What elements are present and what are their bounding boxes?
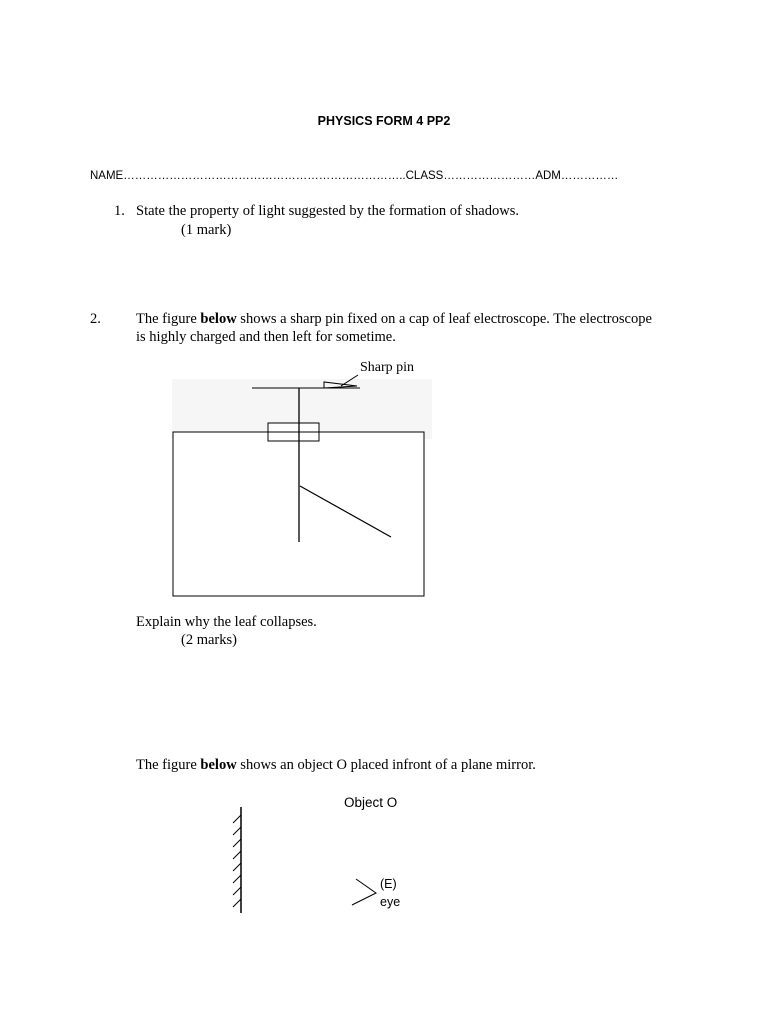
name-class-adm-line: NAME………………………………………………………………..CLASS……………………ADM…………… [90, 170, 619, 182]
mirror-hatching [233, 815, 241, 907]
q2-text-post: shows a sharp pin fixed on a cap of leaf electroscope. The electroscope [236, 311, 652, 327]
object-o-label: Object O [344, 795, 398, 810]
electroscope-figure [160, 355, 450, 605]
q3-text-pre: The figure [136, 757, 201, 773]
q2-number: 2. [90, 311, 101, 327]
q2-text-pre: The figure [136, 311, 201, 327]
q3-text-post: shows an object O placed infront of a plane mirror. [236, 757, 536, 773]
sharp-pin-label: Sharp pin [360, 360, 415, 375]
q2-marks: (2 marks) [181, 632, 237, 648]
q3-text-bold: below [200, 757, 237, 773]
eye-icon [348, 876, 378, 910]
eye-symbol [352, 879, 376, 905]
q1-number: 1. [114, 203, 125, 219]
page-title: PHYSICS FORM 4 PP2 [317, 114, 451, 128]
q1-marks: (1 mark) [181, 222, 232, 238]
q2-text-bold: below [200, 311, 237, 327]
q2-prompt: Explain why the leaf collapses. [136, 614, 317, 630]
q2-text-line1 [136, 311, 652, 328]
eye-label-text: eye [380, 895, 401, 909]
plane-mirror-figure [225, 805, 249, 917]
q1-text: State the property of light suggested by the formation of shadows. [136, 203, 519, 219]
eye-label-e: (E) [380, 877, 397, 891]
q3-text [136, 757, 536, 774]
q2-text-line2: is highly charged and then left for sometime. [136, 329, 396, 345]
